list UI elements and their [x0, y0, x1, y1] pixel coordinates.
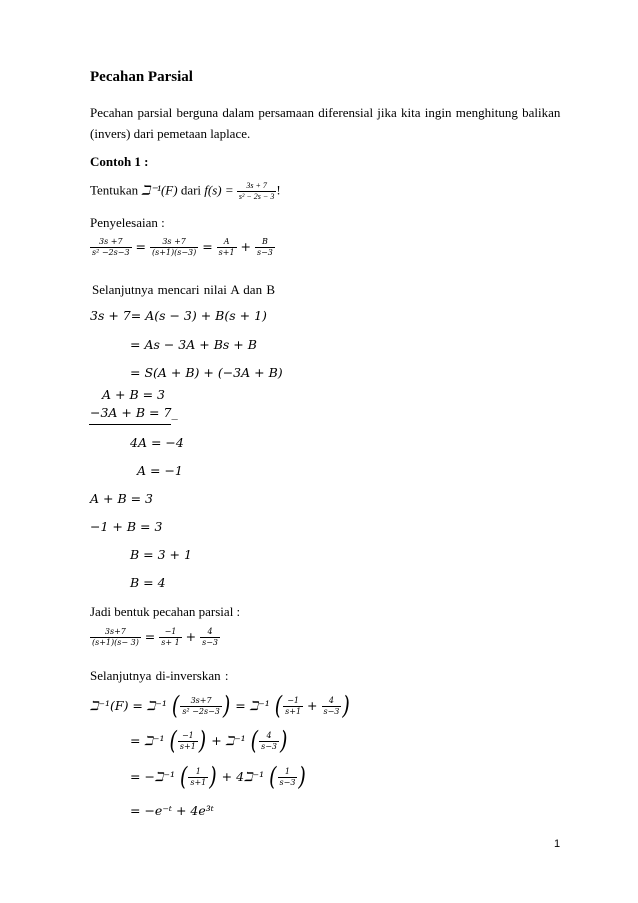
inverse-l3-a-fraction	[188, 768, 208, 787]
result-lhs-den: (s+1)(s− 3)	[92, 638, 139, 647]
paren-close: )	[222, 690, 231, 721]
task-suffix: !	[276, 182, 281, 198]
paren-close: )	[298, 761, 306, 792]
equation-11: B = 4	[130, 575, 166, 590]
inverse-l3-a: = −ℶ⁻¹	[130, 769, 175, 784]
task-fraction	[237, 182, 276, 201]
paren-open: (	[274, 690, 283, 721]
task-prefix: Tentukan	[90, 182, 139, 198]
inverse-l3-b-num: 1	[284, 767, 291, 776]
page-number: 1	[554, 838, 561, 850]
paren-open: (	[169, 725, 177, 756]
paren-open: (	[250, 725, 259, 756]
equation-10: B = 3 + 1	[130, 547, 192, 562]
subtract-operator: _	[171, 405, 178, 420]
inverse-l1-fraction	[180, 697, 222, 716]
decomp-mid-num: 3s +7	[162, 237, 186, 246]
task-denominator: s² − 2s − 3	[238, 192, 275, 201]
inverse-l1-a-fraction	[283, 697, 303, 716]
result-label: Jadi bentuk pecahan parsial :	[90, 604, 241, 619]
result-lhs-num: 3s+7	[104, 627, 126, 636]
decomp-a-den: s+1	[218, 248, 235, 257]
inverse-l1-b-num: 4	[328, 696, 334, 705]
inverse-l3-b: + 4ℶ⁻¹	[221, 769, 265, 784]
inverse-l1-a-num: −1	[287, 696, 300, 705]
inverse-l1-lhs: ℶ⁻¹(F) = ℶ⁻¹	[90, 698, 167, 713]
inverse-l1-mid: = ℶ⁻¹	[235, 698, 270, 713]
paren-close: )	[342, 690, 350, 721]
decomp-lhs-den: s² −2s−3	[92, 248, 130, 257]
paren-close: )	[209, 761, 217, 792]
decomp-b-fraction	[255, 238, 275, 257]
solution-label: Penyelesaian :	[90, 215, 165, 230]
decomp-b-den: s−3	[257, 248, 273, 257]
decomp-mid-fraction	[150, 238, 198, 257]
task-inverse: ℶ⁻¹(F)	[141, 182, 178, 198]
inverse-l3-a-den: s+1	[190, 778, 207, 787]
inverse-l1-den: s² −2s−3	[182, 707, 220, 716]
inverse-l1-b-fraction	[322, 697, 342, 716]
decomp-mid-den: (s+1)(s−3)	[151, 248, 197, 257]
task-func: f(s) =	[204, 182, 234, 198]
inverse-l3-a-num: 1	[195, 767, 201, 776]
result-b-den: s−3	[202, 638, 219, 647]
inverse-line-1: ℶ⁻¹(F) = ℶ⁻¹ ( $\frac{3s+7}{\text{s² −2s−3}}$ ) = ℶ⁻¹ ( $\frac{-1}{s+1}$ + $\frac{4}{s-3}$ )	[90, 690, 350, 721]
decomp-a-fraction	[217, 238, 237, 257]
inverse-l2-a-num: −1	[181, 731, 194, 740]
subtraction-rule	[89, 424, 171, 425]
decomp-lhs-num: 3s +7	[99, 237, 123, 246]
result-a-den: s+ 1	[161, 638, 180, 647]
intro-line-1: Pecahan parsial berguna dalam persamaan diferensial jika kita ingin menghitung balikan	[90, 105, 561, 120]
intro-line-2: (invers) dari pemetaan laplace.	[90, 126, 251, 141]
inverse-l2-a: = ℶ⁻¹	[130, 733, 165, 748]
inverse-line-4: = −e⁻ᵗ + 4e³ᵗ	[130, 803, 214, 818]
decomp-lhs-fraction	[90, 238, 132, 257]
inverse-l2-b: + ℶ⁻¹	[211, 733, 246, 748]
result-equation: $\frac{3s+7}{(s+1)(s- 3)}$ = $\frac{-1}{s+ 1}$ + $\frac{4}{s-3}$	[92, 627, 219, 647]
decomp-b-num: B	[262, 237, 268, 246]
paren-open: (	[171, 690, 180, 721]
equation-1: 3s + 7= A(s − 3) + B(s + 1)	[90, 308, 267, 323]
inverse-l1-b-den: s−3	[323, 707, 340, 716]
inverse-l2-b-fraction	[259, 732, 279, 751]
task-line	[90, 182, 281, 201]
equation-4: A + B = 3	[102, 387, 166, 402]
inverse-l2-a-den: s+1	[179, 742, 196, 751]
page-title: Pecahan Parsial	[90, 69, 193, 85]
equation-5: −3A + B = 7	[90, 405, 172, 420]
task-middle: dari	[180, 182, 202, 198]
result-b-fraction	[200, 628, 220, 647]
result-b-num: 4	[207, 627, 213, 636]
decomp-a-num: A	[223, 237, 230, 246]
example-heading: Contoh 1 :	[90, 154, 149, 169]
paren-close: )	[198, 725, 207, 756]
inverse-l3-b-fraction	[278, 768, 298, 787]
decomposition-equation: $\frac{3s +7}{\text{s² −2s−3}}$ = $\frac{3s +7}{(s+1)(s-3)}$ = $\frac{A}{s+1}$ + $\frac{B}{s-3}$	[92, 237, 273, 257]
equation-6: 4A = −4	[130, 435, 184, 450]
equation-7: A = −1	[137, 463, 183, 478]
inverse-line-2	[130, 725, 288, 756]
result-a-fraction	[159, 628, 181, 647]
inverse-l2-a-fraction	[178, 732, 198, 751]
inverse-label: Selanjutnya di-inverskan :	[90, 668, 229, 683]
inverse-line-3	[130, 761, 307, 792]
task-numerator: 3s + 7	[246, 181, 267, 190]
equation-2: = As − 3A + Bs + B	[130, 337, 257, 352]
next-step-text: Selanjutnya mencari nilai A dan B	[92, 282, 275, 297]
equation-3: = S(A + B) + (−3A + B)	[130, 365, 283, 380]
inverse-l1-a-den: s+1	[285, 707, 302, 716]
inverse-l2-b-den: s−3	[261, 742, 277, 751]
paren-open: (	[179, 761, 188, 792]
inverse-l3-b-den: s−3	[279, 778, 296, 787]
inverse-l2-b-num: 4	[266, 731, 272, 740]
equation-5-row	[90, 407, 178, 420]
equation-8: A + B = 3	[90, 491, 154, 506]
paren-close: )	[280, 725, 288, 756]
equation-9: −1 + B = 3	[90, 519, 163, 534]
paren-open: (	[269, 761, 277, 792]
inverse-l1-num: 3s+7	[190, 696, 212, 705]
result-lhs-fraction	[90, 628, 141, 647]
result-a-num: −1	[164, 627, 177, 636]
